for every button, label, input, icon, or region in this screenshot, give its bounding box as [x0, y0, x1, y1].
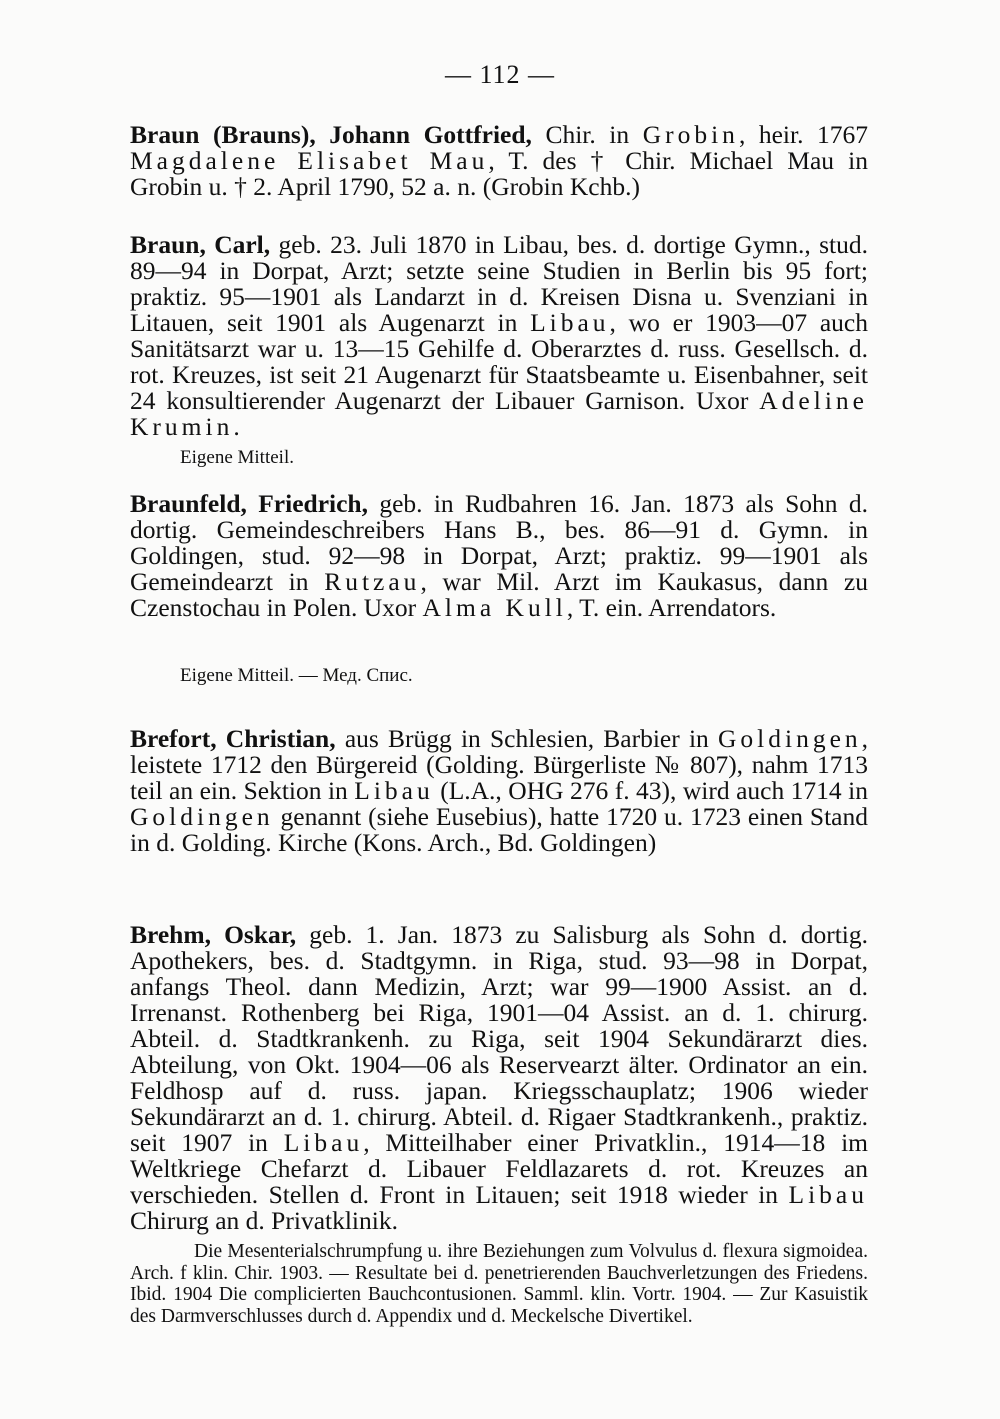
place-name: Goldingen — [130, 802, 274, 831]
entry-text: , war Mil. Arzt im Kaukasus, dann zu Czenstochau in Polen. Uxor — [130, 567, 868, 622]
entry-text: . — [233, 412, 240, 441]
entry-brehm-oskar — [130, 922, 868, 1234]
entry-text: , leistete 1712 den Bürgereid (Golding. Bürgerliste № 807), nahm 1713 teil an ein. Sektion in — [130, 724, 869, 805]
entry-text: geb. 23. Juli 1870 in Libau, bes. d. dortige Gymn., stud. 89—94 in Dorpat, Arzt; setzte seine Studien in Berlin bis 95 fort; praktiz. 95—1901 als Landarzt in d. Kreisen Disna u. Svenziani in Litauen, seit 1901 als Augenarzt in — [130, 230, 868, 337]
entry-text: geb. 1. Jan. 1873 zu Salisburg als Sohn d. dortig. Apothekers, bes. d. Stadtgymn. in Riga, stud. 93—98 in Dorpat, anfangs Theol. dann Medizin, Arzt; war 99—1900 Assist. an d. Irrenanst. Rothenberg bei Riga, 1901—04 Assist. an d. 1. chirurg. Abteil. d. Stadtkrankenh. zu Riga, seit 1904 Sekundärarzt dies. Abteilung, von Okt. 1904—06 als Reservearzt älter. Ordinator an ein. Feldhosp auf d. russ. japan. Kriegsschauplatz; 1906 wieder Sekundärarzt an d. 1. chirurg. Abteil. d. Rigaer Stadtkrankenh., praktiz. seit 1907 in — [130, 920, 869, 1157]
entry-name: Brehm, Oskar, — [130, 920, 297, 949]
entry-text: aus Brügg in Schlesien, Barbier in — [335, 724, 718, 753]
entry-text: geb. in Rudbahren 16. Jan. 1873 als Sohn d. dortig. Gemeindeschreibers Hans B., bes. 86—91 d. Gymn. in Goldingen, stud. 92—98 in Dorpat, Arzt; praktiz. 99—1901 als Gemeindearzt in — [130, 489, 868, 596]
entry-name: Braunfeld, Friedrich, — [130, 489, 368, 518]
spouse-name: Alma Kull — [422, 593, 567, 622]
entry-text: Chirurg an d. Privatklinik. — [130, 1206, 398, 1235]
place-name: Libau — [788, 1180, 868, 1209]
source-note: Eigene Mitteil. — Мед. Спис. — [180, 665, 413, 686]
entry-text: , Mitteilhaber einer Privatklin., 1914—18 im Weltkriege Chefarzt d. Libauer Feldlazarets d. rot. Kreuzes an verschieden. Stellen d. Front in Litauen; seit 1918 wieder in — [130, 1128, 868, 1209]
source-note: Eigene Mitteil. — [180, 447, 294, 468]
entry-name: Brefort, Christian, — [130, 724, 336, 753]
place-name: Goldingen — [717, 724, 862, 753]
place-name: Libau — [530, 308, 610, 337]
entry-braun-carl — [130, 232, 868, 440]
entry-braun-johann-gottfried — [130, 122, 868, 200]
place-name: Libau — [283, 1128, 364, 1157]
entry-braunfeld-friedrich — [130, 491, 868, 621]
entry-name: Braun (Brauns), Johann Gottfried, — [130, 120, 532, 149]
entry-brefort-christian — [130, 726, 868, 856]
entry-text: , wo er 1903—07 auch Sanitätsarzt war u. 13—15 Gehilfe d. Oberarztes d. russ. Gesellsch. d. rot. Kreuzes, ist seit 21 Augenarzt für Staatsbeamte u. Eisenbahner, seit 24 konsultierender Augenarzt der Libauer Garnison. Uxor — [130, 308, 868, 415]
entry-text: (L.A., OHG 276 f. 43), wird auch 1714 in — [433, 776, 868, 805]
spouse-name: Adeline Krumin — [130, 386, 868, 441]
spouse-name: Magdalene Elisabet Mau — [130, 146, 489, 175]
bibliography-note: Die Mesenterialschrumpfung u. ihre Beziehungen zum Volvulus d. flexura sigmoidea. Arch. f klin. Chir. 1903. — Resultate bei d. penetrierenden Bauchverletzungen des Friedens. Ibid. 1904 Die complicierten Bauchcontusionen. Samml. klin. Vortr. 1904. — Zur Kasuistik des Darmverschlusses durch d. Appendix und d. Meckelsche Divertikel. — [130, 1241, 868, 1327]
entry-text: Chir. in — [531, 120, 643, 149]
entry-name: Braun, Carl, — [130, 230, 271, 259]
place-name: Grobin — [642, 120, 739, 149]
place-name: Rutzau — [324, 567, 421, 596]
page-number: — 112 — — [444, 60, 556, 89]
entry-text: , T. ein. Arrendators. — [566, 593, 777, 622]
entry-text: , T. des † Chir. Michael Mau in Grobin u. † 2. April 1790, 52 a. n. (Grobin Kchb.) — [130, 146, 868, 201]
place-name: Libau — [354, 776, 434, 805]
entry-text: genannt (siehe Eusebius), hatte 1720 u. 1723 einen Stand in d. Golding. Kirche (Kons. Arch., Bd. Goldingen) — [130, 802, 868, 857]
entry-text: , heir. 1767 — [738, 120, 869, 149]
